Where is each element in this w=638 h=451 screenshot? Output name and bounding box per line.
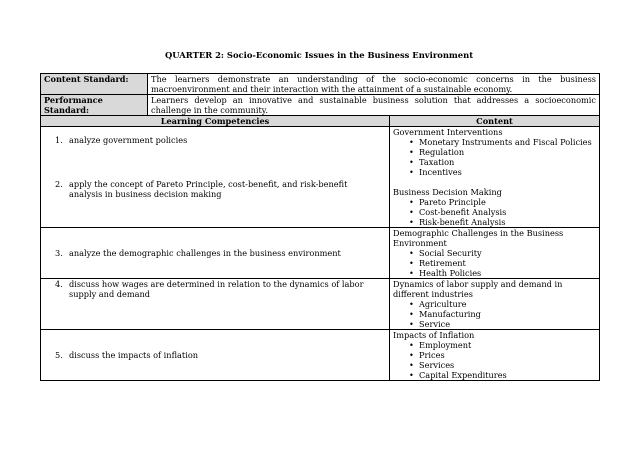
content-bullet: • Capital Expenditures — [409, 370, 596, 380]
competency-number: 4. — [55, 279, 63, 289]
content-cell — [390, 127, 600, 228]
content-bullet: • Taxation — [409, 157, 596, 167]
content-title: Demographic Challenges in the Business Environment — [393, 228, 564, 248]
content-bullet: • Cost-benefit Analysis — [409, 207, 596, 217]
content-bullets — [393, 248, 596, 278]
content-cell — [390, 279, 600, 330]
content-bullet: • Service — [409, 319, 596, 329]
competency-text: analyze the demographic challenges in the business environment — [69, 248, 341, 258]
performance-standard-text: Learners develop an innovative and sustainable business solution that addresses a socioeconomic challenge in the community. — [148, 95, 600, 116]
competency-cell — [41, 279, 390, 330]
content-cell — [390, 228, 600, 279]
content-bullets — [393, 137, 596, 177]
competency-item — [55, 248, 381, 258]
curriculum-table — [40, 73, 600, 381]
content-bullet: • Employment — [409, 340, 596, 350]
competencies-column-header: Learning Competencies — [41, 116, 390, 127]
competency-cell — [41, 127, 390, 228]
competency-item — [55, 350, 381, 360]
content-cell — [390, 330, 600, 381]
competency-block-1-2 — [41, 127, 600, 228]
competency-number: 2. — [55, 179, 63, 189]
content-bullet: • Retirement — [409, 258, 596, 268]
competency-item — [55, 279, 381, 299]
competency-cell — [41, 228, 390, 279]
content-bullet: • Monetary Instruments and Fiscal Policies — [409, 137, 596, 147]
competency-text: analyze government policies — [69, 135, 188, 145]
competency-row-4 — [41, 279, 600, 330]
competency-cell — [41, 330, 390, 381]
content-column-header: Content — [390, 116, 600, 127]
content-bullet: • Risk-benefit Analysis — [409, 217, 596, 227]
content-bullets — [393, 197, 596, 227]
content-bullets — [393, 340, 596, 380]
content-bullet: • Incentives — [409, 167, 596, 177]
content-bullet: • Health Policies — [409, 268, 596, 278]
content-title: Dynamics of labor supply and demand in different industries — [393, 279, 563, 299]
content-title: Business Decision Making — [393, 187, 502, 197]
content-bullet: • Regulation — [409, 147, 596, 157]
competency-number: 3. — [55, 248, 63, 258]
content-standard-row — [41, 74, 600, 95]
competency-row-3 — [41, 228, 600, 279]
content-bullet: • Pareto Principle — [409, 197, 596, 207]
content-standard-text: The learners demonstrate an understanding of the socio-economic concerns in the business macroenvironment and their interaction with the attainment of a sustainable economy. — [148, 74, 600, 95]
competency-item — [55, 179, 381, 199]
content-standard-label: Content Standard: — [41, 74, 148, 95]
content-bullet: • Social Security — [409, 248, 596, 258]
column-header-row — [41, 116, 600, 127]
performance-standard-row — [41, 95, 600, 116]
competency-row-5 — [41, 330, 600, 381]
content-bullet: • Prices — [409, 350, 596, 360]
competency-text: discuss how wages are determined in relation to the dynamics of labor supply and demand — [69, 279, 364, 299]
competency-item — [55, 135, 381, 145]
performance-standard-label: Performance Standard: — [41, 95, 148, 116]
content-title: Government Interventions — [393, 127, 503, 137]
content-bullets — [393, 299, 596, 329]
content-bullet: • Agriculture — [409, 299, 596, 309]
competency-number: 1. — [55, 135, 63, 145]
content-title: Impacts of Inflation — [393, 330, 475, 340]
competency-text: apply the concept of Pareto Principle, cost-benefit, and risk-benefit analysis in business decision making — [69, 179, 348, 199]
competency-text: discuss the impacts of inflation — [69, 350, 199, 360]
page-title: QUARTER 2: Socio-Economic Issues in the Business Environment — [164, 50, 474, 60]
content-bullet: • Manufacturing — [409, 309, 596, 319]
competency-number: 5. — [55, 350, 63, 360]
content-bullet: • Services — [409, 360, 596, 370]
